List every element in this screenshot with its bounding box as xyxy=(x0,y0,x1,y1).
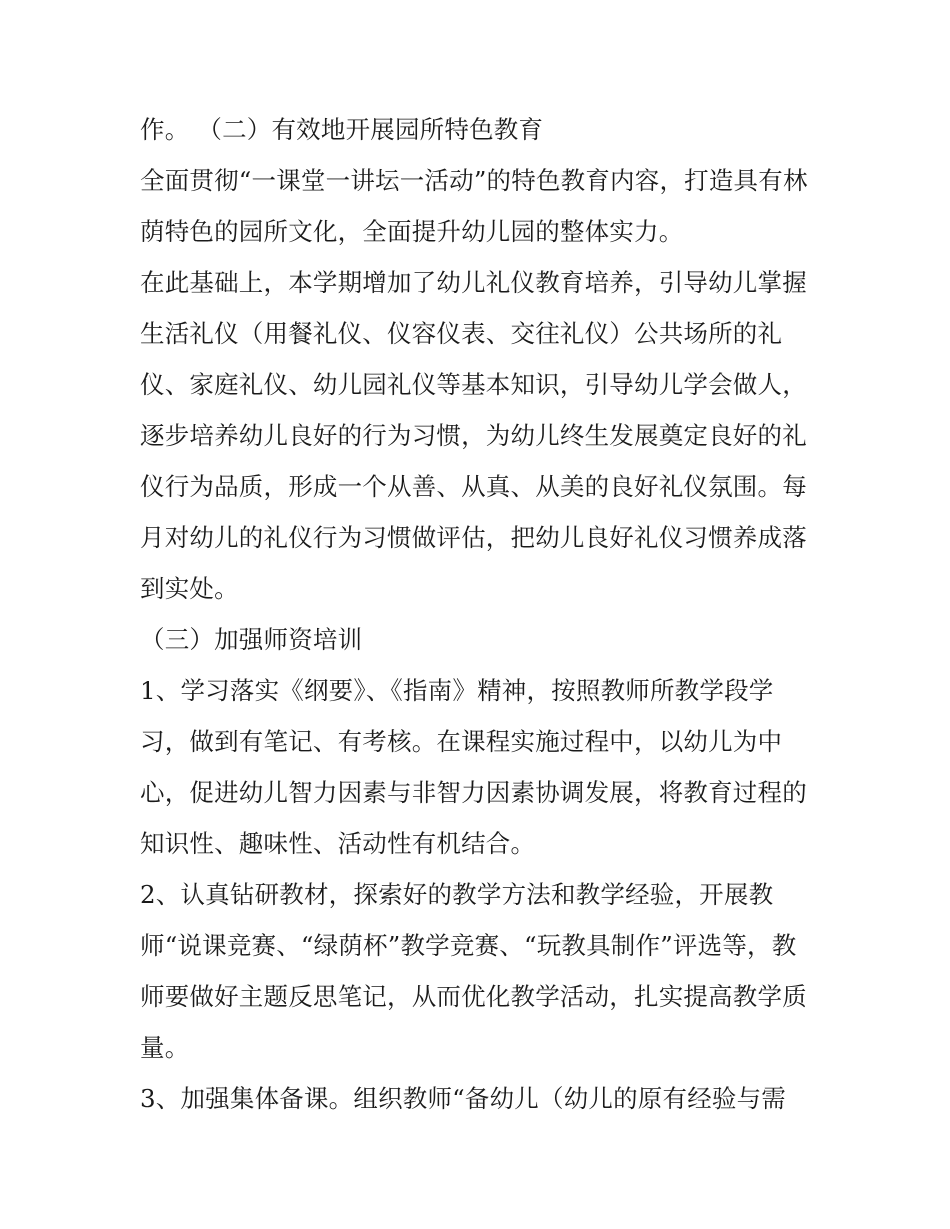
text-line: （三）加强师资培训 xyxy=(140,625,363,654)
text-line: 1、学习落实《纲要》、《指南》精神，按照教师所教学段学 xyxy=(140,676,774,705)
text-line: 3、加强集体备课。组织教师“备幼儿（幼儿的原有经验与需 xyxy=(140,1084,787,1113)
text-line: 仪行为品质，形成一个从善、从真、从美的良好礼仪氛围。每 xyxy=(140,472,807,501)
text-line: 作。 （二）有效地开展园所特色教育 xyxy=(140,115,544,144)
text-line: 生活礼仪（用餐礼仪、仪容仪表、交往礼仪）公共场所的礼 xyxy=(140,319,783,348)
text-line: 荫特色的园所文化，全面提升幼儿园的整体实力。 xyxy=(140,217,684,246)
document-body xyxy=(140,104,820,1124)
paragraph-section-2-heading xyxy=(140,104,820,155)
text-line: 到实处。 xyxy=(140,574,239,603)
text-line: 全面贯彻“一课堂一讲坛一活动”的特色教育内容，打造具有林 xyxy=(140,166,808,195)
text-line: 在此基础上，本学期增加了幼儿礼仪教育培养，引导幼儿掌握 xyxy=(140,268,807,297)
text-line: 逐步培养幼儿良好的行为习惯，为幼儿终生发展奠定良好的礼 xyxy=(140,421,807,450)
text-line: 师要做好主题反思笔记，从而优化教学活动，扎实提高教学质 xyxy=(140,982,807,1011)
text-line: 知识性、趣味性、活动性有机结合。 xyxy=(140,829,536,858)
text-line: 习，做到有笔记、有考核。在课程实施过程中，以幼儿为中 xyxy=(140,727,783,756)
text-line: 师“说课竞赛、“绿荫杯”教学竞赛、“玩教具制作”评选等，教 xyxy=(140,931,797,960)
paragraph-etiquette-education xyxy=(140,257,820,614)
text-line: 月对幼儿的礼仪行为习惯做评估，把幼儿良好礼仪习惯养成落 xyxy=(140,523,807,552)
paragraph-item-3 xyxy=(140,1073,820,1124)
paragraph-item-1 xyxy=(140,665,820,869)
text-line: 量。 xyxy=(140,1033,190,1062)
text-line: 心，促进幼儿智力因素与非智力因素协调发展，将教育过程的 xyxy=(140,778,807,807)
paragraph-item-2 xyxy=(140,869,820,1073)
text-line: 2、认真钻研教材，探索好的教学方法和教学经验，开展教 xyxy=(140,880,774,909)
paragraph-section-3-heading xyxy=(140,614,820,665)
paragraph-feature-education xyxy=(140,155,820,257)
text-line: 仪、家庭礼仪、幼儿园礼仪等基本知识，引导幼儿学会做人， xyxy=(140,370,807,399)
